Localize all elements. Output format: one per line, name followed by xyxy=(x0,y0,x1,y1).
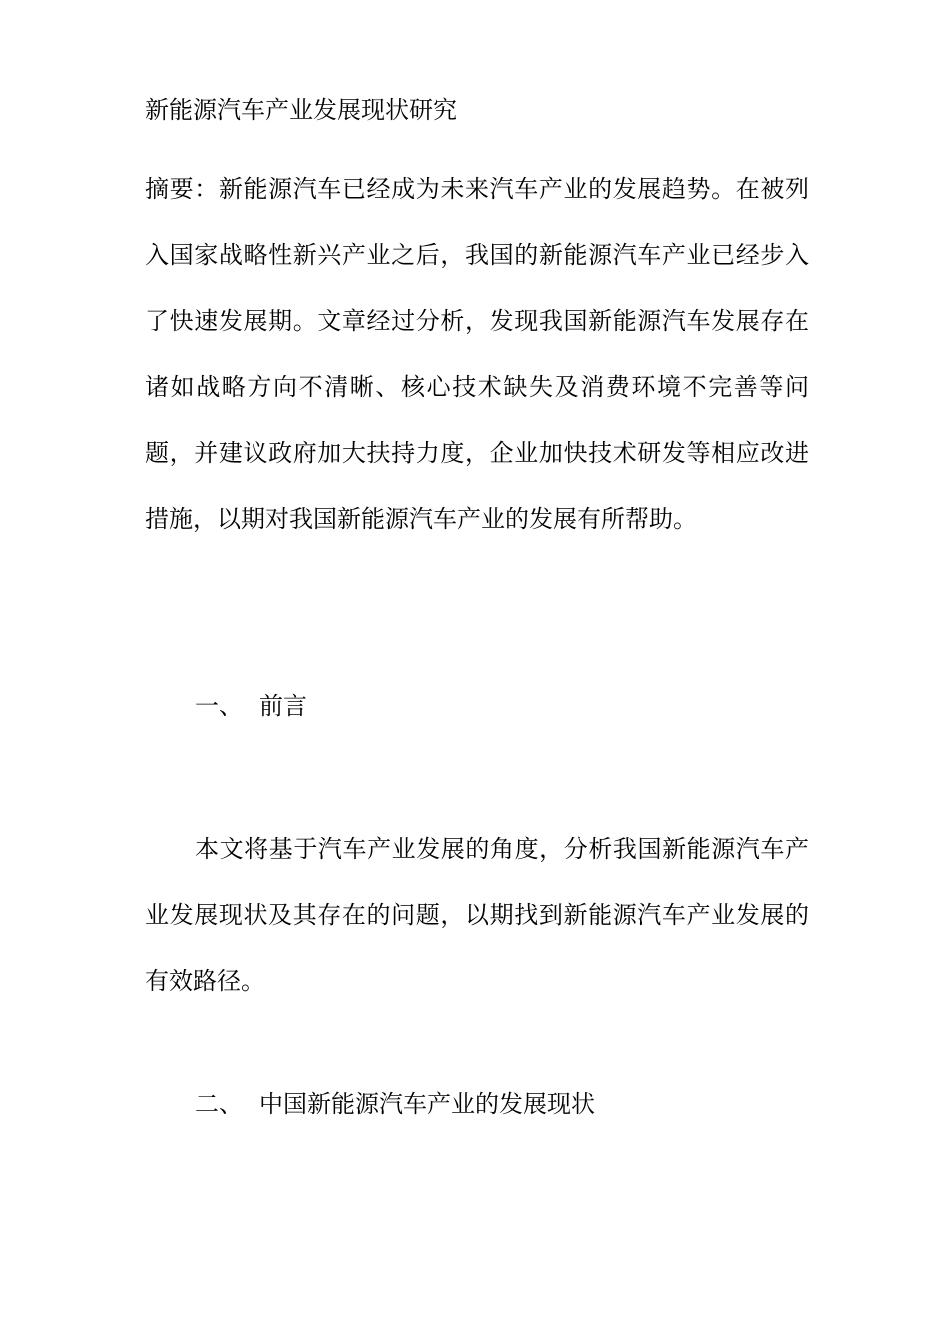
document-title: 新能源汽车产业发展现状研究 xyxy=(145,96,457,124)
section-number: 二、 xyxy=(195,1090,243,1118)
abstract-paragraph: 摘要：新能源汽车已经成为未来汽车产业的发展趋势。在被列入国家战略性新兴产业之后，我国的新能源汽车产业已经步入了快速发展期。文章经过分析，发现我国新能源汽车发展存在诸如战略方向不清晰、核心技术缺失及消费环境不完善等问题，并建议政府加大扶持力度，企业加快技术研发等相应改进措施，以期对我国新能源汽车产业的发展有所帮助。 xyxy=(145,175,809,533)
section-title: 中国新能源汽车产业的发展现状 xyxy=(259,1090,595,1118)
section-heading-preface xyxy=(195,684,307,728)
preface-paragraph: 本文将基于汽车产业发展的角度，分析我国新能源汽车产业发展现状及其存在的问题，以期找到新能源汽车产业发展的有效路径。 xyxy=(145,835,809,995)
section-heading-status xyxy=(195,1082,595,1126)
section-number: 一、 xyxy=(195,692,243,720)
section-title: 前言 xyxy=(259,692,307,720)
